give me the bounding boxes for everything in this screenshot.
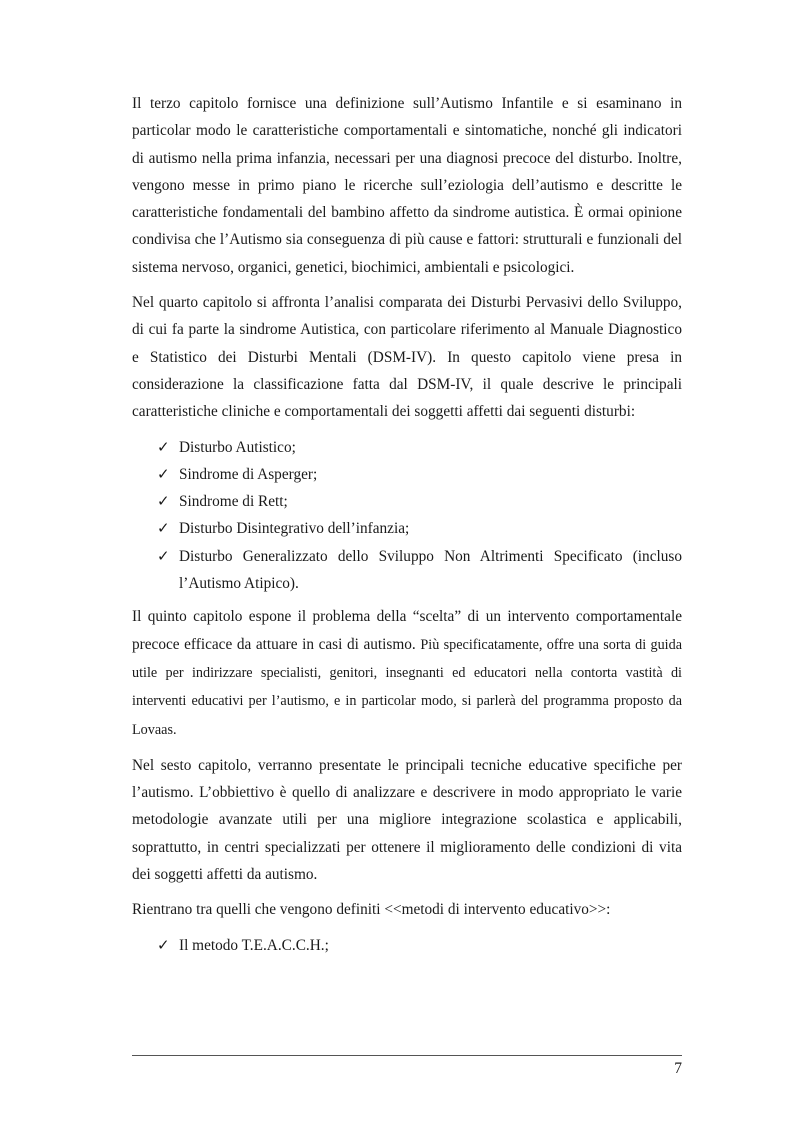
checkmark-icon: ✓ bbox=[157, 437, 170, 456]
paragraph-methods-intro: Rientrano tra quelli che vengono definiti <<metodi di intervento educativo>>: bbox=[132, 901, 611, 919]
list-item: ✓ Il metodo T.E.A.C.C.H.; bbox=[132, 932, 682, 959]
list-item: ✓ Sindrome di Asperger; bbox=[132, 461, 682, 488]
footer-divider bbox=[132, 1055, 682, 1056]
checkmark-icon: ✓ bbox=[157, 935, 170, 954]
page-number: 7 bbox=[674, 1060, 682, 1077]
paragraph-fourth-chapter: Nel quarto capitolo si affronta l’analisi comparata dei Disturbi Pervasivi dello Sviluppo, di cui fa parte la sindrome Autistica, con particolare riferimento al Manuale Diagnostico e Statistico dei Disturbi Mentali (DSM-IV). In questo capitolo viene presa in considerazione la classificazione fatta dal DSM-IV, il quale descrive le principali caratteristiche cliniche e comportamentali dei soggetti affetti dai seguenti disturbi: bbox=[132, 294, 682, 421]
list-item: ✓ Disturbo Generalizzato dello Sviluppo Non Altrimenti Specificato (incluso l’Autismo Atipico). bbox=[132, 543, 682, 598]
disorders-list bbox=[132, 434, 682, 598]
checkmark-icon: ✓ bbox=[157, 464, 170, 483]
list-item: ✓ Sindrome di Rett; bbox=[132, 488, 682, 515]
paragraph-sixth-chapter: Nel sesto capitolo, verranno presentate le principali tecniche educative specifiche per l’autismo. L’obbiettivo è quello di analizzare e descrivere in modo appropriato le varie metodologie avanzate utili per una migliore integrazione scolastica e applicabili, soprattutto, in centri specializzati per ottenere il miglioramento delle condizioni di vita dei soggetti affetti da autismo. bbox=[132, 756, 682, 884]
checkmark-icon: ✓ bbox=[157, 546, 170, 565]
methods-list bbox=[132, 932, 682, 959]
list-item: ✓ Disturbo Disintegrativo dell’infanzia; bbox=[132, 515, 682, 542]
checkmark-icon: ✓ bbox=[157, 519, 170, 538]
paragraph-fifth-chapter: Il quinto capitolo espone il problema della “scelta” di un intervento comportamentale precoce efficace da attuare in casi di autismo. Più specificatamente, offre una sorta di guida utile per indirizzare specialisti, genitori, insegnanti ed educatori nella contorta vastità di interventi educativi per l’autismo, e in particolar modo, si parlerà del programma proposto da Lovaas. bbox=[132, 608, 683, 738]
page-body bbox=[132, 90, 682, 961]
paragraph-third-chapter: Il terzo capitolo fornisce una definizione sull’Autismo Infantile e si esaminano in particolar modo le caratteristiche comportamentali e sintomatiche, nonché gli indicatori di autismo nella prima infanzia, necessari per una diagnosi precoce del disturbo. Inoltre, vengono messe in primo piano le ricerche sull’eziologia dell’autismo e descritte le caratteristiche fondamentali del bambino affetto da sindrome autistica. È ormai opinione condivisa che l’Autismo sia conseguenza di più cause e fattori: strutturali e funzionali del sistema nervoso, organici, genetici, biochimici, ambientali e psicologici. bbox=[132, 95, 682, 276]
list-item: ✓ Disturbo Autistico; bbox=[132, 434, 682, 461]
checkmark-icon: ✓ bbox=[157, 492, 170, 511]
